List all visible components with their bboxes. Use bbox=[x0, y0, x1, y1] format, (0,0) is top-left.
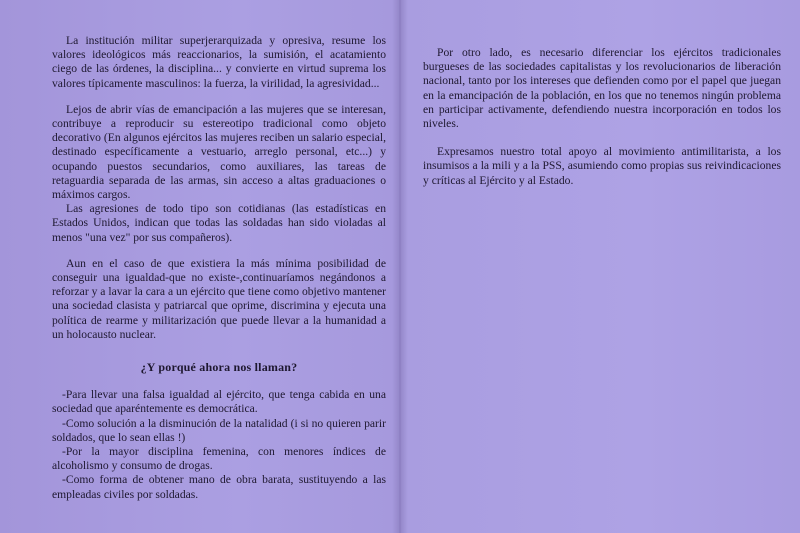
paragraph-emancipation: Lejos de abrir vías de emancipación a las mujeres que se interesan, contribuye a reproducir su estereotipo tradicional como objeto decorativo (En algunos ejércitos las mujeres reciben un salario especial, destinado específicamente a vestuario, arreglo personal, etc...) y ocupando puestos secundarios, como auxiliares, las tareas de retaguardia separada de las armas, sin acceso a altas graduaciones o máximos cargos. bbox=[52, 102, 386, 202]
paragraph-support: Expresamos nuestro total apoyo al movimiento antimilitarista, a los insumisos a la mili y a la PSS, asumiendo como propias sus reivindicaciones y críticas al Ejército y al Estado. bbox=[423, 145, 781, 187]
list-item: -Por la mayor disciplina femenina, con menores índices de alcoholismo y consumo de drogas. bbox=[52, 445, 386, 473]
paragraph-aggressions: Las agresiones de todo tipo son cotidianas (las estadísticas en Estados Unidos, indican que todas las soldadas han sido violadas al menos "una vez" por sus compañeros). bbox=[52, 202, 386, 244]
page-fold bbox=[399, 0, 401, 533]
paragraph-equality: Aun en el caso de que existiera la más mínima posibilidad de conseguir una igualdad-que no existe-,continuaríamos negándonos a reforzar y a lavar la cara a un ejército que tiene como objetivo mantener una sociedad clasista y patriarcal que oprime, discrimina y ejecuta una política de rearme y militarización que puede llevar a la humanidad a un holocausto nuclear. bbox=[52, 256, 386, 341]
paragraph-armies-difference: Por otro lado, es necesario diferenciar los ejércitos tradicionales burgueses de las sociedades capitalistas y los revolucionarios de liberación nacional, tanto por los intereses que defienden como por el papel que juegan en la emancipación de la población, en los que no tenemos ningún problema en participar activamente, defendiendo nuestra incorporación en todos los niveles. bbox=[423, 46, 781, 131]
section-heading: ¿Y porqué ahora nos llaman? bbox=[140, 360, 298, 375]
list-item: -Como solución a la disminución de la natalidad (i si no quieren parir soldados, que lo sean ellas !) bbox=[52, 416, 386, 444]
left-page bbox=[52, 34, 386, 502]
paragraph-military-institution: La institución militar superjerarquizada y opresiva, resume los valores ideológicos más reaccionarios, la sumisión, el acatamiento ciego de las órdenes, la disciplina... y convierte en virtud suprema los valores típicamente masculinos: la fuerza, la virilidad, la agresividad... bbox=[52, 34, 386, 90]
list-item: -Como forma de obtener mano de obra barata, sustituyendo a las empleadas civiles por soldadas. bbox=[52, 473, 386, 501]
list-item: -Para llevar una falsa igualdad al ejército, que tenga cabida en una sociedad que aparéntemente es democrática. bbox=[52, 388, 386, 416]
right-page bbox=[423, 46, 781, 200]
